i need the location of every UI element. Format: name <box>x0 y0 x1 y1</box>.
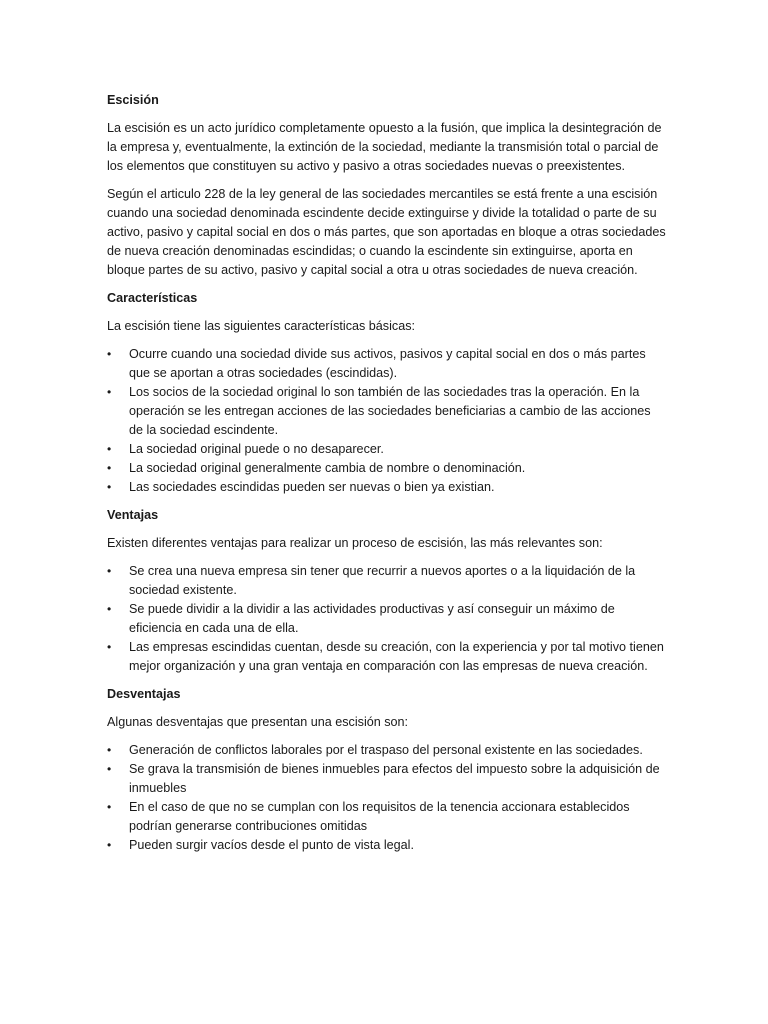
list-item <box>107 459 668 478</box>
bullet-icon: • <box>107 838 112 852</box>
intro-caracteristicas: La escisión tiene las siguientes características básicas: <box>107 319 415 333</box>
bullet-icon: • <box>107 347 112 361</box>
list-item <box>107 798 668 836</box>
list-item <box>107 440 668 459</box>
list-item <box>107 638 668 676</box>
list-item-text: Se crea una nueva empresa sin tener que recurrir a nuevos aportes o a la liquidación de la sociedad existente. <box>129 564 636 597</box>
bullet-icon: • <box>107 743 112 757</box>
list-item-text: Se grava la transmisión de bienes inmuebles para efectos del impuesto sobre la adquisición de inmuebles <box>129 762 660 795</box>
bullet-icon: • <box>107 640 112 654</box>
intro-ventajas: Existen diferentes ventajas para realizar un proceso de escisión, las más relevantes son: <box>107 536 603 550</box>
list-item <box>107 600 668 638</box>
bullet-icon: • <box>107 385 112 399</box>
list-item <box>107 345 668 383</box>
bullet-icon: • <box>107 564 112 578</box>
intro-desventajas: Algunas desventajas que presentan una escisión son: <box>107 715 409 729</box>
list-item-text: Pueden surgir vacíos desde el punto de vista legal. <box>129 838 414 852</box>
list-item <box>107 562 668 600</box>
list-item <box>107 478 668 497</box>
list-caracteristicas <box>107 345 668 497</box>
list-item <box>107 741 668 760</box>
list-item-text: Ocurre cuando una sociedad divide sus activos, pasivos y capital social en dos o más partes que se aportan a otras sociedades (escindidas). <box>129 347 646 380</box>
paragraph-article-228: Según el articulo 228 de la ley general de las sociedades mercantiles se está frente a una escisión cuando una sociedad denominada escindente decide extinguirse y divide la totalidad o parte de su activo, pasivo y capital social en dos o más partes, que son aportadas en bloque a otras sociedades de nueva creación denominadas escindidas; o cuando la escindente sin extinguirse, aporta en bloque partes de su activo, pasivo y capital social a otra u otras sociedades de nueva creación. <box>107 187 666 277</box>
list-item <box>107 836 668 855</box>
bullet-icon: • <box>107 762 112 776</box>
list-item-text: Las sociedades escindidas pueden ser nuevas o bien ya existian. <box>129 480 495 494</box>
heading-caracteristicas: Características <box>107 291 198 305</box>
list-item-text: Se puede dividir a la dividir a las actividades productivas y así conseguir un máximo de eficiencia en cada una de ella. <box>129 602 615 635</box>
list-item-text: La sociedad original puede o no desaparecer. <box>129 442 384 456</box>
list-item-text: Las empresas escindidas cuentan, desde su creación, con la experiencia y por tal motivo tienen mejor organización y una gran ventaja en comparación con las empresas de nueva creación. <box>129 640 664 673</box>
list-item <box>107 760 668 798</box>
bullet-icon: • <box>107 461 112 475</box>
list-item-text: La sociedad original generalmente cambia de nombre o denominación. <box>129 461 526 475</box>
list-item <box>107 383 668 440</box>
paragraph-definition: La escisión es un acto jurídico completamente opuesto a la fusión, que implica la desintegración de la empresa y, eventualmente, la extinción de la sociedad, mediante la transmisión total o parcial de los elementos que constituyen su activo y pasivo a otras sociedades nuevas o preexistentes. <box>107 121 662 173</box>
list-ventajas <box>107 562 668 676</box>
list-item-text: Los socios de la sociedad original lo son también de las sociedades tras la operación. En la operación se les entregan acciones de las sociedades beneficiarias a cambio de las acciones de la sociedad escindente. <box>129 385 651 437</box>
heading-desventajas: Desventajas <box>107 687 181 701</box>
list-desventajas <box>107 741 668 855</box>
heading-escision: Escisión <box>107 93 159 107</box>
list-item-text: Generación de conflictos laborales por el traspaso del personal existente en las sociedades. <box>129 743 643 757</box>
bullet-icon: • <box>107 480 112 494</box>
heading-ventajas: Ventajas <box>107 508 159 522</box>
bullet-icon: • <box>107 800 112 814</box>
bullet-icon: • <box>107 442 112 456</box>
list-item-text: En el caso de que no se cumplan con los requisitos de la tenencia accionara establecidos podrían generarse contribuciones omitidas <box>129 800 630 833</box>
bullet-icon: • <box>107 602 112 616</box>
